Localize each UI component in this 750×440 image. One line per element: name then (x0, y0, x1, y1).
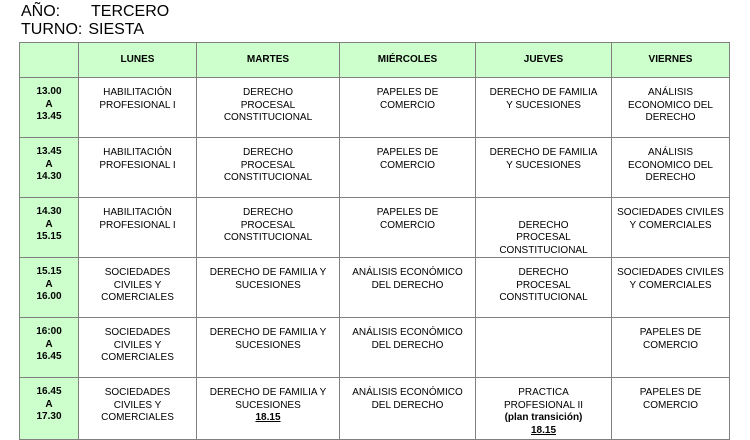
course-line: ANÁLISIS (647, 87, 694, 98)
course-line: PAPELES DE (376, 87, 439, 98)
course-cell (476, 378, 612, 440)
course-cell (79, 318, 197, 378)
course-line: CONSTITUCIONAL (499, 244, 588, 256)
time-slot-line: 13.45 (36, 146, 62, 157)
year-label: AÑO: (21, 3, 61, 20)
time-slot-cell (20, 78, 79, 138)
schedule-header (21, 3, 169, 39)
time-slot-line: 16.00 (36, 291, 62, 302)
schedule-table (19, 42, 730, 440)
course-cell (197, 138, 340, 198)
course-cell (340, 198, 476, 258)
course-line: HABILITACIÓN (103, 147, 172, 158)
course-line: PROCESAL (516, 279, 571, 291)
year-value: TERCERO (91, 3, 170, 20)
course-cell (612, 258, 730, 318)
course-cell (476, 78, 612, 138)
course-cell (79, 198, 197, 258)
course-line: COMERCIO (380, 99, 435, 111)
course-line: DEL DERECHO (371, 339, 444, 351)
course-line: Y SUCESIONES (506, 159, 581, 171)
course-cell (197, 198, 340, 258)
course-line: CIVILES Y (113, 399, 162, 411)
time-slot-line: 16.45 (36, 351, 62, 362)
time-slot-line: 15.15 (36, 266, 62, 277)
course-cell (612, 318, 730, 378)
course-line: ECONOMICO DEL (627, 159, 713, 171)
course-line: 18.15 (530, 424, 557, 436)
day-header: MIÉRCOLES (340, 43, 476, 78)
course-line (478, 207, 609, 220)
course-cell (612, 198, 730, 258)
course-cell (340, 378, 476, 440)
day-header: JUEVES (476, 43, 612, 78)
course-line: CIVILES Y (113, 279, 162, 291)
course-line: HABILITACIÓN (103, 87, 172, 98)
course-line: COMERCIO (380, 159, 435, 171)
course-line: COMERCIO (380, 219, 435, 231)
day-header: LUNES (79, 43, 197, 78)
time-slot-line: A (45, 218, 53, 230)
course-cell (79, 138, 197, 198)
course-line: ANÁLISIS ECONÓMICO (352, 327, 463, 338)
table-row (20, 198, 730, 258)
course-cell (340, 318, 476, 378)
course-line: CONSTITUCIONAL (223, 232, 313, 243)
course-line: DERECHO DE FAMILIA Y (209, 327, 327, 338)
course-line: ANÁLISIS (647, 147, 694, 158)
course-cell (197, 318, 340, 378)
year-row (21, 3, 169, 21)
course-line: COMERCIO (643, 339, 698, 351)
course-line: PROCESAL (240, 159, 296, 171)
time-slot-line: 16.45 (36, 386, 62, 397)
course-line: SUCESIONES (235, 279, 301, 291)
time-slot-line: 13.00 (36, 86, 62, 97)
shift-value: SIESTA (88, 21, 145, 38)
course-cell (197, 378, 340, 440)
days-header-row (20, 43, 730, 78)
course-line: DERECHO (518, 219, 569, 231)
time-slot-line: A (45, 338, 53, 350)
time-slot-line: A (45, 398, 53, 410)
course-line: HABILITACIÓN (103, 207, 172, 218)
course-line: 18.15 (255, 412, 281, 423)
course-line: SUCESIONES (235, 339, 301, 351)
table-row (20, 258, 730, 318)
time-slot-cell (20, 258, 79, 318)
course-line: DERECHO DE FAMILIA (489, 147, 598, 158)
table-row (20, 318, 730, 378)
course-line: DEL DERECHO (371, 399, 444, 411)
course-line: PRACTICA (518, 387, 569, 398)
time-slot-line: A (45, 158, 53, 170)
time-slot-line: 17.30 (36, 411, 62, 422)
course-cell (79, 378, 197, 440)
course-cell (79, 258, 197, 318)
course-cell (340, 258, 476, 318)
course-cell (476, 138, 612, 198)
shift-row (21, 21, 169, 39)
corner-cell (20, 43, 79, 78)
time-slot-line: A (45, 98, 53, 110)
time-slot-cell (20, 378, 79, 440)
time-slot-line: 13.45 (36, 111, 62, 122)
course-cell (612, 378, 730, 440)
course-cell (340, 78, 476, 138)
day-header: MARTES (197, 43, 340, 78)
course-cell (612, 78, 730, 138)
course-cell (476, 258, 612, 318)
course-line: PROFESIONAL I (99, 99, 176, 111)
time-slot-line: 14.30 (36, 171, 62, 182)
time-slot-cell (20, 318, 79, 378)
time-slot-line: 16:00 (36, 326, 62, 337)
course-line: SOCIEDADES CIVILES (617, 267, 724, 278)
course-line: SOCIEDADES (104, 387, 171, 398)
course-line: CONSTITUCIONAL (223, 112, 313, 123)
course-line: (plan transición) (504, 412, 583, 423)
course-line: COMERCIO (643, 399, 698, 411)
course-line: ECONOMICO DEL (627, 99, 713, 111)
time-slot-cell (20, 138, 79, 198)
time-slot-line: 14.30 (36, 206, 62, 217)
course-line: Y COMERCIALES (629, 219, 712, 231)
course-cell (476, 318, 612, 378)
course-line: COMERCIALES (101, 412, 174, 423)
course-line: COMERCIALES (101, 352, 174, 363)
course-line: SOCIEDADES (104, 327, 171, 338)
course-line: CONSTITUCIONAL (499, 292, 588, 303)
course-line: PAPELES DE (376, 147, 439, 158)
table-row (20, 378, 730, 440)
course-line: DERECHO (518, 267, 569, 278)
shift-label: TURNO: (21, 21, 83, 38)
course-line: CONSTITUCIONAL (223, 172, 313, 183)
table-row (20, 138, 730, 198)
course-line: DERECHO (242, 87, 293, 98)
course-line: PROCESAL (516, 232, 571, 243)
course-line: COMERCIALES (101, 292, 174, 303)
course-line: PROFESIONAL I (99, 219, 176, 231)
course-line: ANÁLISIS ECONÓMICO (352, 387, 463, 398)
course-line: DERECHO (645, 112, 696, 123)
course-cell (197, 78, 340, 138)
course-line: DERECHO (242, 207, 293, 218)
course-line: CIVILES Y (113, 339, 162, 351)
course-line: PAPELES DE (639, 327, 702, 338)
course-line: PROFESIONAL II (503, 399, 584, 411)
course-line: PROFESIONAL I (99, 159, 176, 171)
course-line: PAPELES DE (376, 207, 439, 218)
schedule-body (20, 78, 730, 440)
course-line: ANÁLISIS ECONÓMICO (352, 267, 463, 278)
course-line: DERECHO DE FAMILIA Y (209, 387, 327, 398)
time-slot-cell (20, 198, 79, 258)
course-line: Y SUCESIONES (506, 99, 581, 111)
course-line: Y COMERCIALES (629, 279, 712, 291)
course-line: DERECHO (242, 147, 293, 158)
course-line: DERECHO DE FAMILIA Y (209, 267, 327, 278)
course-cell (340, 138, 476, 198)
course-line: DERECHO DE FAMILIA (489, 87, 598, 98)
course-line: PAPELES DE (639, 387, 702, 398)
course-line: DERECHO (645, 172, 696, 183)
course-line: SOCIEDADES CIVILES (617, 207, 724, 218)
course-cell (79, 78, 197, 138)
course-cell (612, 138, 730, 198)
course-cell (197, 258, 340, 318)
table-row (20, 78, 730, 138)
time-slot-line: A (45, 278, 53, 290)
course-cell (476, 198, 612, 258)
course-line: PROCESAL (240, 99, 296, 111)
time-slot-line: 15.15 (36, 231, 62, 242)
course-line: PROCESAL (240, 219, 296, 231)
course-line: SOCIEDADES (104, 267, 171, 278)
course-line: SUCESIONES (235, 399, 301, 411)
course-line: DEL DERECHO (371, 279, 444, 291)
day-header: VIERNES (612, 43, 730, 78)
